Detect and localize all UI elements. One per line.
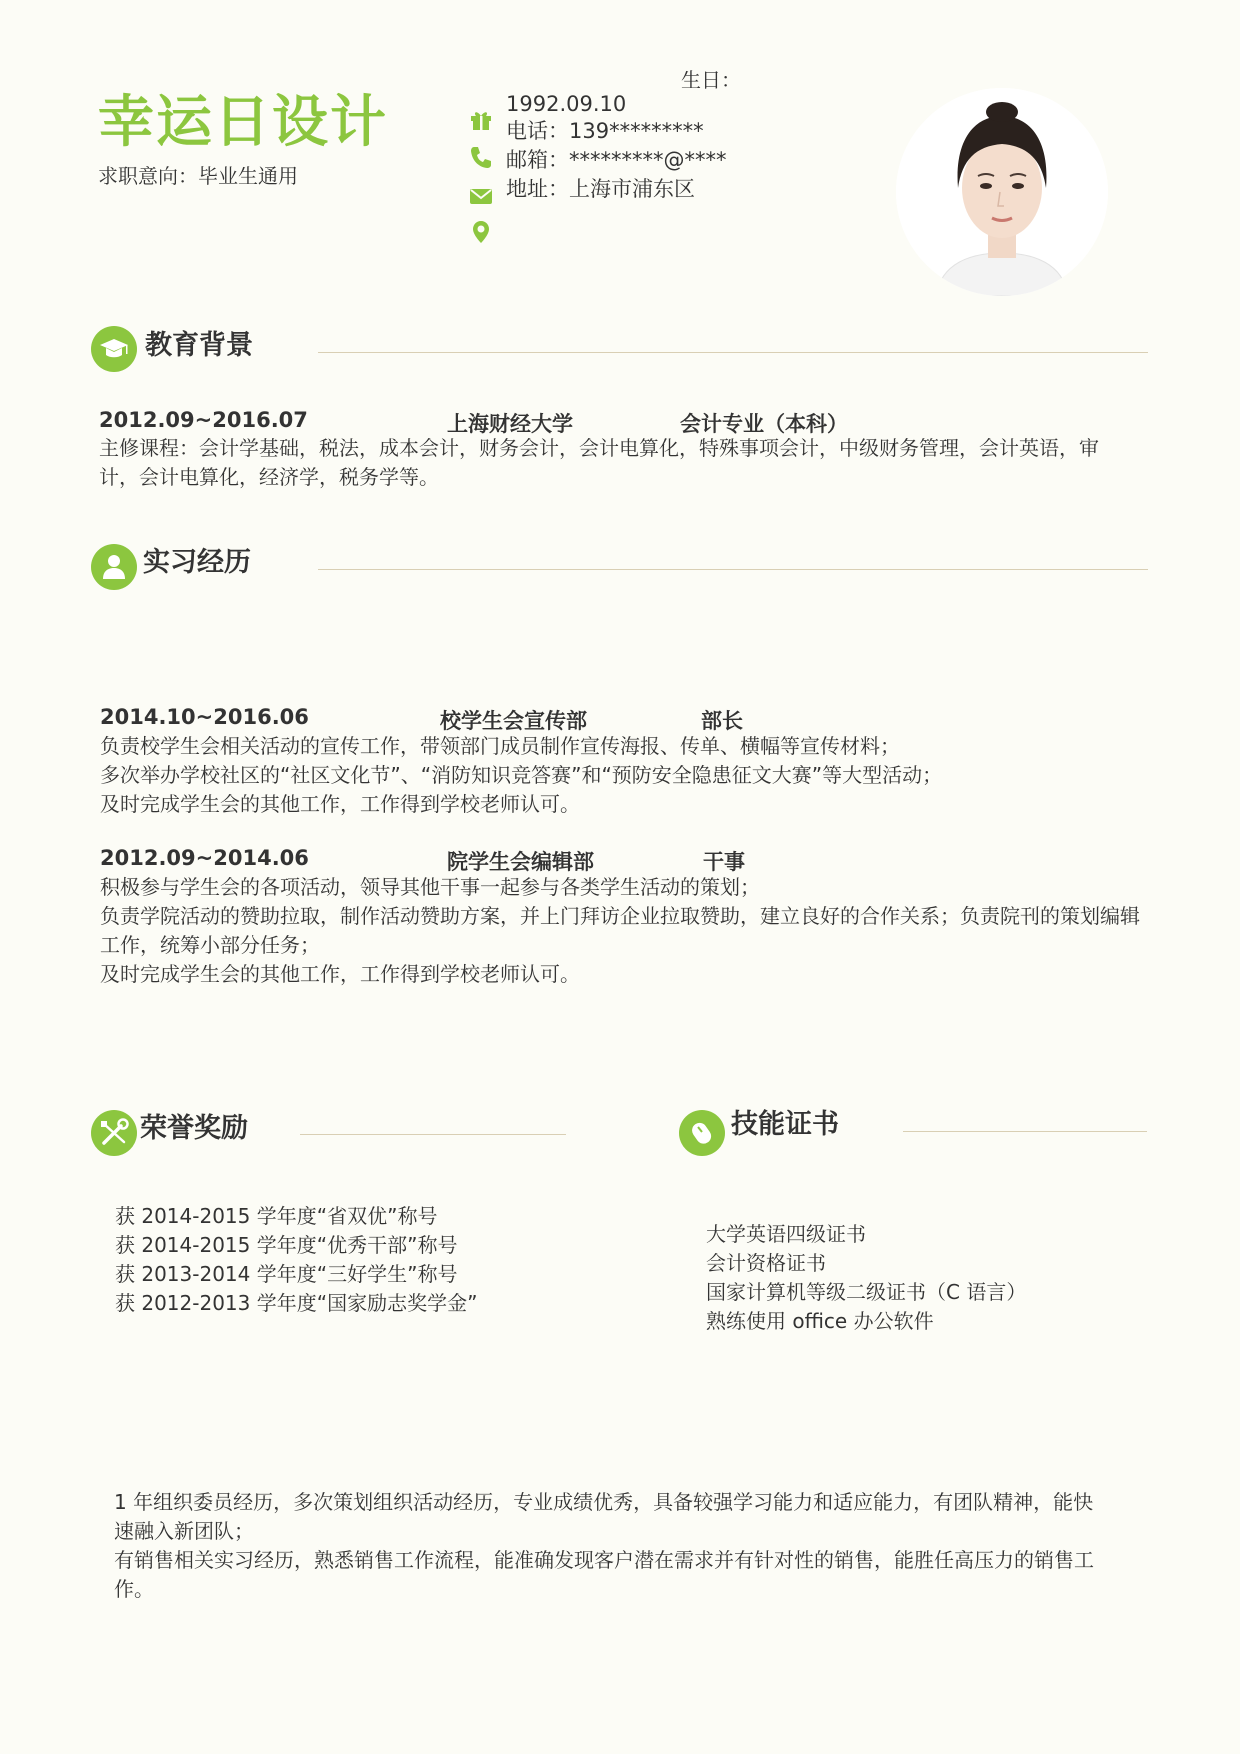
section-title-skills: 技能证书 (731, 1109, 839, 1140)
phone-icon (468, 144, 494, 170)
location-pin-icon (468, 219, 494, 245)
address-text: 地址：上海市浦东区 (506, 177, 695, 201)
internship-description (100, 873, 1150, 989)
education-courses: 主修课程：会计学基础，税法，成本会计，财务会计，会计电算化，特殊事项会计，中级财务管理，会计英语，审计，会计电算化，经济学，税务学等。 (99, 436, 1099, 489)
list-item: 熟练使用 office 办公软件 (706, 1309, 934, 1333)
gift-icon (468, 106, 494, 132)
internship-role: 部长 (701, 709, 743, 733)
description-line: 及时完成学生会的其他工作，工作得到学校老师认可。 (100, 792, 580, 816)
internship-org: 院学生会编辑部 (447, 850, 594, 874)
internship-description (100, 732, 1140, 819)
person-icon (91, 544, 137, 590)
mouse-icon (679, 1110, 725, 1156)
education-major: 会计专业（本科） (680, 412, 848, 436)
birthday-label: 生日： (681, 68, 741, 92)
section-divider (318, 352, 1148, 353)
summary-paragraph: 有销售相关实习经历，熟悉销售工作流程，能准确发现客户潜在需求并有针对性的销售，能胜任高压力的销售工作。 (114, 1548, 1094, 1601)
graduation-cap-icon (91, 326, 137, 372)
internship-period: 2012.09~2014.06 (100, 846, 309, 870)
list-item: 获 2014-2015 学年度“省双优”称号 (115, 1204, 438, 1228)
list-item: 会计资格证书 (706, 1251, 826, 1275)
skills-list (706, 1220, 1026, 1336)
email-text: 邮箱：*********@**** (506, 148, 727, 172)
section-divider (300, 1134, 566, 1135)
internship-role: 干事 (703, 850, 745, 874)
description-line: 多次举办学校社区的“社区文化节”、“消防知识竞答赛”和“预防安全隐患征文大赛”等大型活动； (100, 763, 943, 787)
internship-org: 校学生会宣传部 (440, 709, 587, 733)
list-item: 大学英语四级证书 (706, 1222, 866, 1246)
tools-icon (91, 1110, 137, 1156)
honors-list (115, 1202, 477, 1318)
internship-period: 2014.10~2016.06 (100, 705, 309, 729)
section-title-education: 教育背景 (145, 330, 253, 361)
list-item: 获 2014-2015 学年度“优秀干部”称号 (115, 1233, 458, 1257)
education-period: 2012.09~2016.07 (99, 408, 308, 432)
list-item: 获 2012-2013 学年度“国家励志奖学金” (115, 1291, 478, 1315)
section-title-internship: 实习经历 (143, 547, 251, 578)
job-intent: 求职意向：毕业生通用 (98, 164, 298, 188)
description-line: 负责学院活动的赞助拉取，制作活动赞助方案，并上门拜访企业拉取赞助，建立良好的合作关系；负责院刊的策划编辑工作，统筹小部分任务； (100, 904, 1140, 957)
profile-photo (896, 88, 1108, 296)
section-title-honors: 荣誉奖励 (140, 1113, 248, 1144)
summary-paragraph: 1 年组织委员经历，多次策划组织活动经历，专业成绩优秀，具备较强学习能力和适应能力，有团队精神，能快速融入新团队； (114, 1490, 1094, 1543)
description-line: 负责校学生会相关活动的宣传工作，带领部门成员制作宣传海报、传单、横幅等宣传材料； (100, 734, 900, 758)
list-item: 国家计算机等级二级证书（C 语言） (706, 1280, 1027, 1304)
mail-icon (468, 183, 494, 209)
phone-text: 电话：139********* (506, 119, 704, 143)
birthday-value: 1992.09.10 (506, 92, 627, 116)
description-line: 及时完成学生会的其他工作，工作得到学校老师认可。 (100, 962, 580, 986)
section-divider (318, 569, 1148, 570)
list-item: 获 2013-2014 学年度“三好学生”称号 (115, 1262, 458, 1286)
candidate-name: 幸运日设计 (98, 90, 388, 155)
section-divider (903, 1131, 1147, 1132)
description-line: 积极参与学生会的各项活动，领导其他干事一起参与各类学生活动的策划； (100, 875, 760, 899)
education-school: 上海财经大学 (447, 412, 573, 436)
self-summary (114, 1488, 1104, 1604)
